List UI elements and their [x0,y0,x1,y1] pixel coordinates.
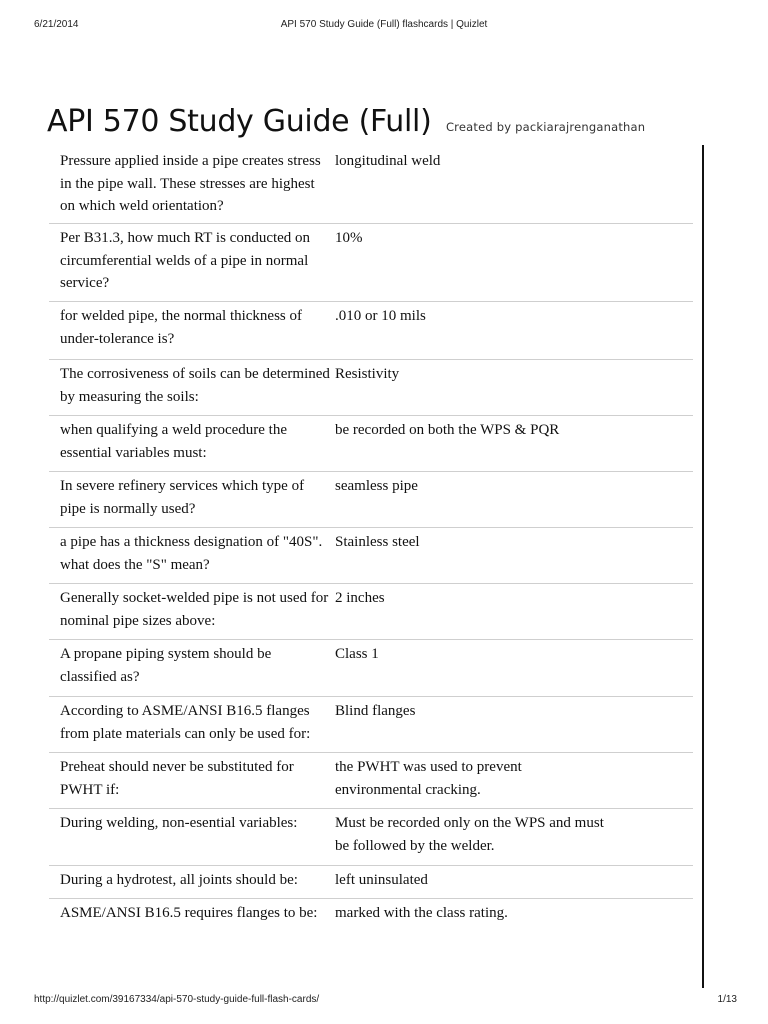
print-page-title: API 570 Study Guide (Full) flashcards | Quizlet [280,19,488,30]
flashcard-row [49,302,693,360]
print-date: 6/21/2014 [34,19,79,30]
card-definition: the PWHT was used to prevent environmental cracking. [335,759,522,798]
card-term: Generally socket-welded pipe is not used for nominal pipe sizes above: [60,590,329,629]
card-definition: marked with the class rating. [335,905,508,921]
flashcard-row [49,866,693,899]
flashcard-row [49,472,693,528]
flashcard-row [49,147,693,224]
card-term: The corrosiveness of soils can be determined by measuring the soils: [60,366,330,405]
flashcard-list [49,147,693,955]
card-term: Per B31.3, how much RT is conducted on circumferential welds of a pipe in normal service? [60,230,311,292]
flashcard-row [49,640,693,697]
flashcard-row [49,584,693,640]
flashcard-row [49,528,693,584]
card-term: According to ASME/ANSI B16.5 flanges from plate materials can only be used for: [60,703,311,742]
card-definition: Resistivity [335,366,400,382]
card-definition: be recorded on both the WPS & PQR [335,422,560,438]
card-definition: left uninsulated [335,872,428,888]
created-by-label: Created by packiarajrenganathan [445,120,646,134]
card-definition: .010 or 10 mils [335,308,426,324]
card-definition: Must be recorded only on the WPS and must be followed by the welder. [335,815,604,854]
card-term: Pressure applied inside a pipe creates stress in the pipe wall. These stresses are highest on which weld orientation? [60,153,321,215]
print-url: http://quizlet.com/39167334/api-570-study-guide-full-flash-cards/ [34,994,320,1005]
flashcard-row [49,753,693,809]
card-term: when qualifying a weld procedure the essential variables must: [60,422,287,461]
flashcard-row [49,697,693,753]
right-divider [702,145,704,988]
card-definition: Blind flanges [335,703,416,719]
card-term: A propane piping system should be classified as? [60,646,272,685]
card-definition: longitudinal weld [335,153,441,169]
print-header [0,19,768,33]
card-term: Preheat should never be substituted for PWHT if: [60,759,294,798]
flashcard-row [49,899,693,955]
card-definition: Class 1 [335,646,379,662]
print-page-number: 1/13 [717,994,737,1005]
card-definition: Stainless steel [335,534,420,550]
card-term: ASME/ANSI B16.5 requires flanges to be: [60,905,318,921]
set-title: API 570 Study Guide (Full) [47,104,432,139]
card-definition: 2 inches [335,590,385,606]
card-term: In severe refinery services which type of pipe is normally used? [60,478,305,517]
card-term: for welded pipe, the normal thickness of under-tolerance is? [60,308,303,347]
card-definition: seamless pipe [335,478,418,494]
card-definition: 10% [335,230,363,246]
card-term: During welding, non-esential variables: [60,815,298,831]
flashcard-row [49,416,693,472]
flashcard-row [49,360,693,416]
flashcard-row [49,224,693,302]
set-header [47,104,747,150]
flashcard-row [49,809,693,866]
card-term: a pipe has a thickness designation of "40S". what does the "S" mean? [60,534,323,573]
card-term: During a hydrotest, all joints should be: [60,872,298,888]
print-footer [0,994,768,1008]
